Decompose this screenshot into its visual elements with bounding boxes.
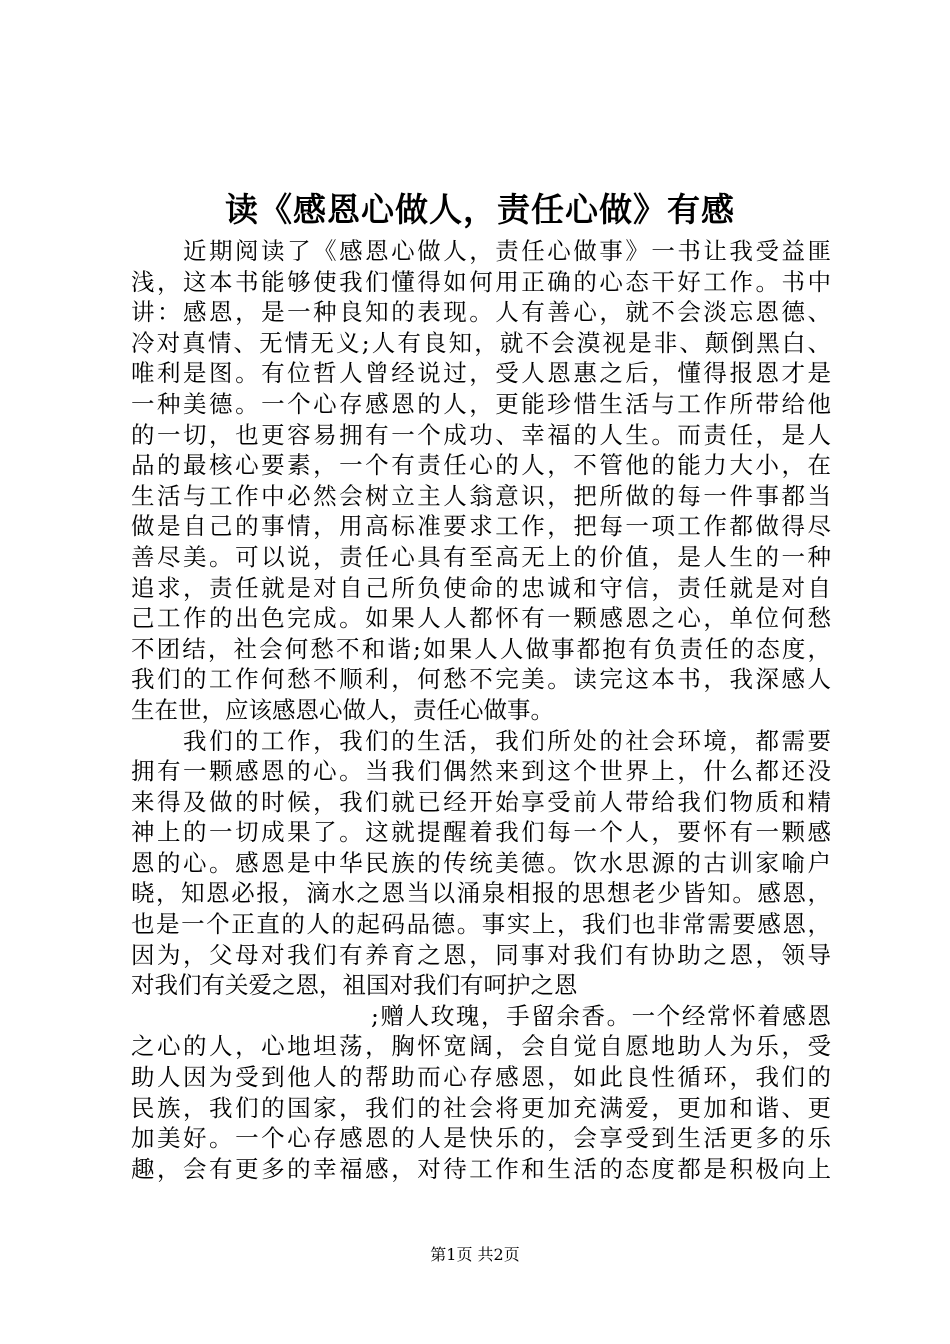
- text-line: 做是自己的事情，用高标准要求工作，把每一项工作都做得尽: [131, 512, 831, 541]
- text-line: 讲：感恩，是一种良知的表现。人有善心，就不会淡忘恩德、: [131, 298, 831, 327]
- text-line: 恩的心。感恩是中华民族的传统美德。饮水思源的古训家喻户: [131, 848, 831, 877]
- paragraph-2: [131, 726, 831, 1001]
- text-line: 生在世，应该感恩心做人，责任心做事。: [131, 695, 554, 724]
- text-line: 唯利是图。有位哲人曾经说过，受人恩惠之后，懂得报恩才是: [131, 359, 831, 388]
- text-line: 加美好。一个心存感恩的人是快乐的，会享受到生活更多的乐: [131, 1124, 831, 1153]
- text-line: 我们的工作何愁不顺利，何愁不完美。读完这本书，我深感人: [131, 665, 831, 694]
- text-line: 近期阅读了《感恩心做人，责任心做事》一书让我受益匪: [183, 237, 831, 265]
- paragraph-1: [131, 236, 831, 726]
- text-line: 品的最核心要素，一个有责任心的人，不管他的能力大小，在: [131, 451, 831, 480]
- text-line: 晓，知恩必报，滴水之恩当以涌泉相报的思想老少皆知。感恩，: [131, 879, 831, 908]
- page-footer: 第1页 共2页: [430, 1245, 520, 1264]
- text-line: 冷对真情、无情无义;人有良知，就不会漠视是非、颠倒黑白、: [131, 328, 831, 357]
- document-body: [131, 236, 831, 1184]
- text-line: 也是一个正直的人的起码品德。事实上，我们也非常需要感恩，: [131, 910, 831, 939]
- text-line: 因为，父母对我们有养育之恩，同事对我们有协助之恩，领导: [131, 940, 831, 969]
- text-line: 善尽美。可以说，责任心具有至高无上的价值，是人生的一种: [131, 542, 831, 571]
- text-line: 追求，责任就是对自己所负使命的忠诚和守信，责任就是对自: [131, 573, 831, 602]
- text-line: ;赠人玫瑰，手留余香。一个经常怀着感恩: [371, 1001, 831, 1030]
- text-line: 的一切，也更容易拥有一个成功、幸福的人生。而责任，是人: [131, 420, 831, 449]
- text-line: 生活与工作中必然会树立主人翁意识，把所做的每一件事都当: [131, 481, 831, 510]
- text-line: 来得及做的时候，我们就已经开始享受前人带给我们物质和精: [131, 787, 831, 816]
- text-line: 己工作的出色完成。如果人人都怀有一颗感恩之心，单位何愁: [131, 604, 831, 633]
- text-line: 助人因为受到他人的帮助而心存感恩，如此良性循环，我们的: [131, 1063, 831, 1092]
- text-line: 趣，会有更多的幸福感，对待工作和生活的态度都是积极向上: [131, 1154, 831, 1183]
- text-line: 民族，我们的国家，我们的社会将更加充满爱，更加和谐、更: [131, 1093, 831, 1122]
- text-line: 神上的一切成果了。这就提醒着我们每一个人，要怀有一颗感: [131, 818, 831, 847]
- text-line: 一种美德。一个心存感恩的人，更能珍惜生活与工作所带给他: [131, 389, 831, 418]
- document-title: 读《感恩心做人，责任心做》有感: [225, 190, 735, 229]
- text-line: 浅，这本书能够使我们懂得如何用正确的心态干好工作。书中: [131, 267, 831, 296]
- text-line: 我们的工作，我们的生活，我们所处的社会环境，都需要: [183, 726, 831, 755]
- paragraph-3: [131, 1001, 831, 1185]
- text-line: 之心的人，心地坦荡，胸怀宽阔，会自觉自愿地助人为乐，受: [131, 1032, 831, 1061]
- text-line: 拥有一颗感恩的心。当我们偶然来到这个世界上，什么都还没: [131, 757, 831, 786]
- text-line: 对我们有关爱之恩，祖国对我们有呵护之恩: [131, 971, 578, 1000]
- text-line: 不团结，社会何愁不和谐;如果人人做事都抱有负责任的态度，: [131, 634, 831, 663]
